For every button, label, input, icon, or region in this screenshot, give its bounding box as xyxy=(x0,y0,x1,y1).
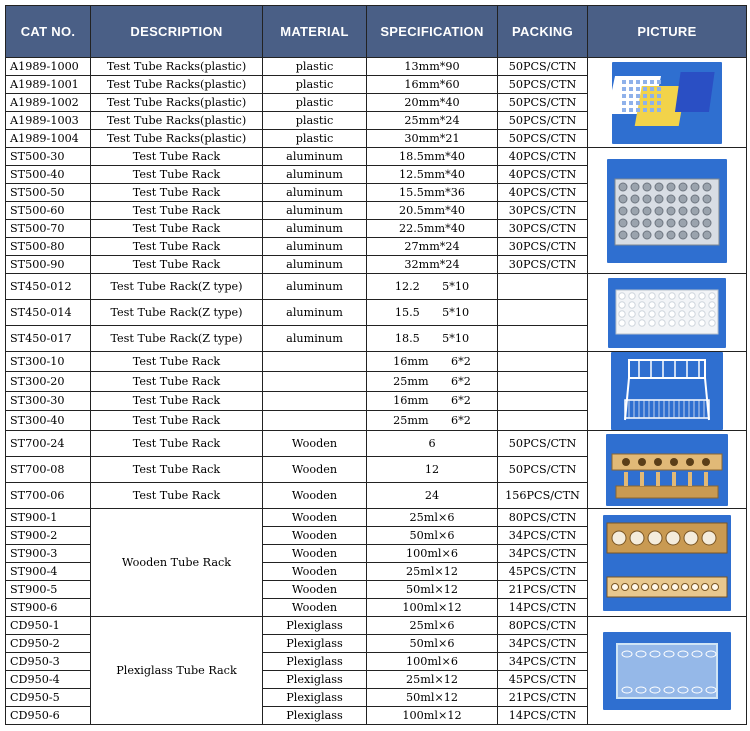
plastic-rack-photo-icon xyxy=(612,62,722,144)
description-cell: Test Tube Rack xyxy=(91,371,263,391)
material-cell: aluminum xyxy=(263,326,367,352)
specification-cell: 50ml×6 xyxy=(367,527,498,545)
specification-cell: 25mm 6*2 xyxy=(367,371,498,391)
material-cell: plastic xyxy=(263,58,367,76)
description-cell: Test Tube Racks(plastic) xyxy=(91,94,263,112)
specification-cell: 27mm*24 xyxy=(367,238,498,256)
material-cell: plastic xyxy=(263,112,367,130)
packing-cell: 50PCS/CTN xyxy=(498,130,588,148)
description-cell: Test Tube Rack xyxy=(91,166,263,184)
description-cell: Test Tube Rack(Z type) xyxy=(91,326,263,352)
description-cell: Test Tube Rack xyxy=(91,483,263,509)
packing-cell xyxy=(498,371,588,391)
product-table xyxy=(5,5,747,725)
specification-cell: 25ml×12 xyxy=(367,671,498,689)
cat-no-cell: ST500-60 xyxy=(6,202,91,220)
material-cell: aluminum xyxy=(263,166,367,184)
packing-cell: 21PCS/CTN xyxy=(498,689,588,707)
cat-no-cell: A1989-1000 xyxy=(6,58,91,76)
description-cell: Test Tube Rack xyxy=(91,352,263,372)
packing-cell: 45PCS/CTN xyxy=(498,671,588,689)
specification-cell: 25ml×6 xyxy=(367,617,498,635)
description-cell: Test Tube Rack xyxy=(91,431,263,457)
specification-cell: 18.5 5*10 xyxy=(367,326,498,352)
material-cell: Wooden xyxy=(263,581,367,599)
specification-cell: 50ml×12 xyxy=(367,581,498,599)
header-specification: SPECIFICATION xyxy=(367,6,498,58)
cat-no-cell: ST500-30 xyxy=(6,148,91,166)
packing-cell: 34PCS/CTN xyxy=(498,653,588,671)
specification-cell: 100ml×6 xyxy=(367,653,498,671)
material-cell: aluminum xyxy=(263,148,367,166)
material-cell: Wooden xyxy=(263,483,367,509)
cat-no-cell: ST900-1 xyxy=(6,509,91,527)
packing-cell: 80PCS/CTN xyxy=(498,509,588,527)
specification-cell: 50ml×12 xyxy=(367,689,498,707)
packing-cell: 50PCS/CTN xyxy=(498,112,588,130)
description-cell: Test Tube Racks(plastic) xyxy=(91,58,263,76)
description-cell: Test Tube Rack xyxy=(91,256,263,274)
description-cell: Test Tube Rack xyxy=(91,184,263,202)
wooden-peg-rack-photo-icon xyxy=(606,434,728,506)
material-cell: plastic xyxy=(263,94,367,112)
material-cell xyxy=(263,371,367,391)
packing-cell: 34PCS/CTN xyxy=(498,545,588,563)
table-body xyxy=(6,58,747,725)
material-cell: aluminum xyxy=(263,220,367,238)
material-cell: Plexiglass xyxy=(263,617,367,635)
picture-cell xyxy=(588,58,747,148)
cat-no-cell: ST300-40 xyxy=(6,411,91,431)
picture-cell xyxy=(588,509,747,617)
cat-no-cell: CD950-2 xyxy=(6,635,91,653)
cat-no-cell: ST300-20 xyxy=(6,371,91,391)
packing-cell: 34PCS/CTN xyxy=(498,527,588,545)
header-cat-no: CAT NO. xyxy=(6,6,91,58)
specification-cell: 6 xyxy=(367,431,498,457)
cat-no-cell: ST500-50 xyxy=(6,184,91,202)
cat-no-cell: ST300-30 xyxy=(6,391,91,411)
cat-no-cell: ST500-40 xyxy=(6,166,91,184)
specification-cell: 30mm*21 xyxy=(367,130,498,148)
packing-cell xyxy=(498,300,588,326)
material-cell: Wooden xyxy=(263,599,367,617)
packing-cell: 50PCS/CTN xyxy=(498,58,588,76)
description-cell: Test Tube Rack xyxy=(91,202,263,220)
description-cell: Test Tube Rack xyxy=(91,238,263,256)
description-cell: Test Tube Rack(Z type) xyxy=(91,274,263,300)
material-cell: Wooden xyxy=(263,457,367,483)
packing-cell: 45PCS/CTN xyxy=(498,563,588,581)
description-cell: Test Tube Rack xyxy=(91,148,263,166)
header-picture: PICTURE xyxy=(588,6,747,58)
material-cell xyxy=(263,352,367,372)
cat-no-cell: A1989-1002 xyxy=(6,94,91,112)
specification-cell: 25ml×6 xyxy=(367,509,498,527)
specification-cell: 12.2 5*10 xyxy=(367,274,498,300)
specification-cell: 15.5 5*10 xyxy=(367,300,498,326)
packing-cell: 30PCS/CTN xyxy=(498,220,588,238)
specification-cell: 15.5mm*36 xyxy=(367,184,498,202)
specification-cell: 16mm 6*2 xyxy=(367,352,498,372)
specification-cell: 50ml×6 xyxy=(367,635,498,653)
material-cell: aluminum xyxy=(263,300,367,326)
specification-cell: 12 xyxy=(367,457,498,483)
packing-cell: 50PCS/CTN xyxy=(498,94,588,112)
specification-cell: 20mm*40 xyxy=(367,94,498,112)
description-cell: Test Tube Rack xyxy=(91,411,263,431)
cat-no-cell: ST900-4 xyxy=(6,563,91,581)
packing-cell xyxy=(498,352,588,372)
specification-cell: 12.5mm*40 xyxy=(367,166,498,184)
cat-no-cell: CD950-5 xyxy=(6,689,91,707)
material-cell: Plexiglass xyxy=(263,635,367,653)
wooden-tube-rack-photo-icon xyxy=(603,515,731,611)
packing-cell: 21PCS/CTN xyxy=(498,581,588,599)
cat-no-cell: A1989-1001 xyxy=(6,76,91,94)
table-row xyxy=(6,617,747,635)
packing-cell: 30PCS/CTN xyxy=(498,238,588,256)
packing-cell: 14PCS/CTN xyxy=(498,599,588,617)
material-cell: Plexiglass xyxy=(263,689,367,707)
cat-no-cell: A1989-1004 xyxy=(6,130,91,148)
picture-cell xyxy=(588,431,747,509)
table-row xyxy=(6,58,747,76)
specification-cell: 20.5mm*40 xyxy=(367,202,498,220)
table-row xyxy=(6,431,747,457)
header-material: MATERIAL xyxy=(263,6,367,58)
packing-cell: 30PCS/CTN xyxy=(498,202,588,220)
material-cell: Wooden xyxy=(263,545,367,563)
cat-no-cell: ST500-90 xyxy=(6,256,91,274)
material-cell: plastic xyxy=(263,76,367,94)
material-cell: aluminum xyxy=(263,202,367,220)
cat-no-cell: CD950-6 xyxy=(6,707,91,725)
description-cell: Test Tube Racks(plastic) xyxy=(91,130,263,148)
cat-no-cell: ST450-014 xyxy=(6,300,91,326)
plexiglass-tube-rack-description: Plexiglass Tube Rack xyxy=(91,617,263,725)
packing-cell: 34PCS/CTN xyxy=(498,635,588,653)
table-row xyxy=(6,274,747,300)
description-cell: Test Tube Rack xyxy=(91,220,263,238)
packing-cell: 40PCS/CTN xyxy=(498,148,588,166)
header-description: DESCRIPTION xyxy=(91,6,263,58)
cat-no-cell: ST700-08 xyxy=(6,457,91,483)
material-cell: Wooden xyxy=(263,431,367,457)
header-packing: PACKING xyxy=(498,6,588,58)
cat-no-cell: ST500-80 xyxy=(6,238,91,256)
cat-no-cell: A1989-1003 xyxy=(6,112,91,130)
description-cell: Test Tube Rack(Z type) xyxy=(91,300,263,326)
picture-cell xyxy=(588,274,747,352)
material-cell: Plexiglass xyxy=(263,653,367,671)
specification-cell: 100ml×6 xyxy=(367,545,498,563)
packing-cell: 40PCS/CTN xyxy=(498,184,588,202)
material-cell: Wooden xyxy=(263,509,367,527)
table-row xyxy=(6,352,747,372)
description-cell: Test Tube Rack xyxy=(91,457,263,483)
packing-cell xyxy=(498,274,588,300)
cat-no-cell: ST300-10 xyxy=(6,352,91,372)
cat-no-cell: CD950-3 xyxy=(6,653,91,671)
specification-cell: 22.5mm*40 xyxy=(367,220,498,238)
cat-no-cell: ST450-017 xyxy=(6,326,91,352)
picture-cell xyxy=(588,148,747,274)
picture-cell xyxy=(588,617,747,725)
material-cell xyxy=(263,391,367,411)
specification-cell: 25mm 6*2 xyxy=(367,411,498,431)
specification-cell: 18.5mm*40 xyxy=(367,148,498,166)
specification-cell: 25mm*24 xyxy=(367,112,498,130)
cat-no-cell: CD950-4 xyxy=(6,671,91,689)
packing-cell: 50PCS/CTN xyxy=(498,76,588,94)
cat-no-cell: ST900-6 xyxy=(6,599,91,617)
packing-cell: 40PCS/CTN xyxy=(498,166,588,184)
header-row xyxy=(6,6,747,58)
material-cell: Wooden xyxy=(263,563,367,581)
cat-no-cell: CD950-1 xyxy=(6,617,91,635)
table-row xyxy=(6,148,747,166)
cat-no-cell: ST900-2 xyxy=(6,527,91,545)
cat-no-cell: ST900-3 xyxy=(6,545,91,563)
cat-no-cell: ST450-012 xyxy=(6,274,91,300)
description-cell: Test Tube Rack xyxy=(91,391,263,411)
material-cell: aluminum xyxy=(263,184,367,202)
packing-cell xyxy=(498,411,588,431)
material-cell: aluminum xyxy=(263,274,367,300)
wire-rack-photo-icon xyxy=(611,352,723,430)
cat-no-cell: ST900-5 xyxy=(6,581,91,599)
material-cell: aluminum xyxy=(263,238,367,256)
cat-no-cell: ST700-24 xyxy=(6,431,91,457)
material-cell xyxy=(263,411,367,431)
packing-cell xyxy=(498,326,588,352)
material-cell: Wooden xyxy=(263,527,367,545)
product-catalog xyxy=(5,5,746,725)
plexiglass-rack-photo-icon xyxy=(603,632,731,710)
specification-cell: 32mm*24 xyxy=(367,256,498,274)
cat-no-cell: ST500-70 xyxy=(6,220,91,238)
packing-cell: 80PCS/CTN xyxy=(498,617,588,635)
packing-cell: 50PCS/CTN xyxy=(498,431,588,457)
wooden-tube-rack-description: Wooden Tube Rack xyxy=(91,509,263,617)
material-cell: plastic xyxy=(263,130,367,148)
packing-cell xyxy=(498,391,588,411)
specification-cell: 16mm 6*2 xyxy=(367,391,498,411)
specification-cell: 16mm*60 xyxy=(367,76,498,94)
cat-no-cell: ST700-06 xyxy=(6,483,91,509)
specification-cell: 13mm*90 xyxy=(367,58,498,76)
picture-cell xyxy=(588,352,747,431)
description-cell: Test Tube Racks(plastic) xyxy=(91,112,263,130)
packing-cell: 14PCS/CTN xyxy=(498,707,588,725)
packing-cell: 50PCS/CTN xyxy=(498,457,588,483)
table-row xyxy=(6,509,747,527)
packing-cell: 156PCS/CTN xyxy=(498,483,588,509)
material-cell: Plexiglass xyxy=(263,671,367,689)
specification-cell: 100ml×12 xyxy=(367,707,498,725)
material-cell: Plexiglass xyxy=(263,707,367,725)
specification-cell: 24 xyxy=(367,483,498,509)
z-type-rack-photo-icon xyxy=(608,278,726,348)
specification-cell: 25ml×12 xyxy=(367,563,498,581)
aluminum-rack-photo-icon xyxy=(607,159,727,263)
description-cell: Test Tube Racks(plastic) xyxy=(91,76,263,94)
specification-cell: 100ml×12 xyxy=(367,599,498,617)
packing-cell: 30PCS/CTN xyxy=(498,256,588,274)
material-cell: aluminum xyxy=(263,256,367,274)
